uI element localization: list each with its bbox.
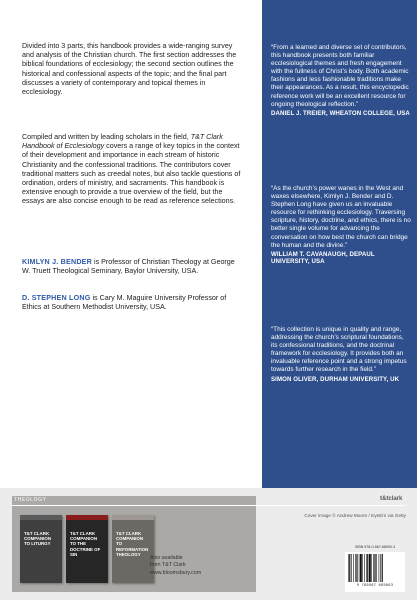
book-stripe xyxy=(20,515,62,520)
barcode-bar xyxy=(374,554,375,582)
barcode-bar xyxy=(367,554,368,582)
also-available-text: Also available from T&T Clark xyxy=(150,555,186,568)
book-cover-reformation-theology[interactable] xyxy=(112,515,154,583)
isbn-label: ISBN 978-0-567-68900-3 xyxy=(354,545,396,549)
barcode-bar xyxy=(362,554,363,582)
barcode-digits: 9 780567 689003 xyxy=(356,583,394,587)
para2-end: covers a range of key topics in the context of their development and importance in each stream of historic Christianity and the confessional traditions. The contributors cover traditional matters such as creedal notes, but also tackle questions of ordination, orders of ministry, and sacraments. This handbook is extensive enough to provide a true overview of the field, but the essays are also concise enough to be read as reference selections. xyxy=(22,142,241,206)
endorsement-cavanaugh xyxy=(271,185,411,266)
barcode-bar xyxy=(360,554,362,582)
barcode-bar xyxy=(373,554,374,582)
barcode-bar xyxy=(359,554,360,582)
book-stripe xyxy=(66,515,108,520)
book-title: T&T CLARK COMPANION TO THE DOCTRINE OF SIN xyxy=(70,531,101,557)
book-title: T&T CLARK COMPANION TO LITURGY xyxy=(24,531,51,547)
barcode-bar xyxy=(351,554,352,582)
author-name: KIMLYN J. BENDER xyxy=(22,258,92,266)
description-para-1-text: Divided into 3 parts, this handbook provides a wide-ranging survey and analysis of the Christian church. The first section addresses the biblical foundations of ecclesiology; the second section outlines the historical and confessional aspects of the topic; and the final part discusses a variety of contemporary and topical themes in ecclesiology. xyxy=(22,42,237,97)
series-label: THEOLOGY xyxy=(14,497,47,503)
publisher-logo: t&tclark xyxy=(380,496,403,502)
description-para-1 xyxy=(22,42,244,97)
cover-image-credit: Cover image © Andrew Moore / EyeEm via Getty xyxy=(304,513,406,518)
book-title: T&T CLARK COMPANION TO REFORMATION THEOLOGY xyxy=(116,531,149,557)
barcode-bar xyxy=(353,554,354,582)
author-long xyxy=(22,294,244,312)
barcode-bar xyxy=(371,554,372,582)
barcode-bar xyxy=(364,554,365,582)
para2-start: Compiled and written by leading scholars in the field, xyxy=(22,133,191,141)
barcode-bar xyxy=(366,554,367,582)
author-bender xyxy=(22,258,244,276)
author-bio: is Professor of Christian Theology at George W. Truett Theological Seminary, Baylor University, USA. xyxy=(22,258,235,276)
description-para-2 xyxy=(22,133,246,207)
author-bio: is Cary M. Maguire University Professor of Ethics at Southern Methodist University, USA. xyxy=(22,294,227,312)
book-cover-liturgy[interactable] xyxy=(20,515,62,583)
barcode-bar xyxy=(355,554,356,582)
barcode-bar xyxy=(349,554,350,582)
barcode-bars xyxy=(345,552,405,583)
quote-text: “From a learned and diverse set of contributors, this handbook presents both familiar ecclesiological themes and fresh engagement with the fullness of Christ’s body. Both academic fashions and less fashionable traditions make their appearances. As a result, this encyclopedic reference work will be an excellent resource for ongoing theological reflection.” xyxy=(271,44,409,108)
barcode xyxy=(345,552,405,592)
handbook-title: T&T Clark Handbook of Ecclesiology xyxy=(22,133,223,151)
endorsement-treier xyxy=(271,44,411,117)
author-name: D. STEPHEN LONG xyxy=(22,294,91,302)
book-cover-doctrine-of-sin[interactable] xyxy=(66,515,108,583)
website-link[interactable]: www.bloomsbury.com xyxy=(150,570,202,576)
series-divider xyxy=(12,505,405,506)
barcode-bar xyxy=(379,554,380,582)
endorsement-oliver xyxy=(271,326,411,383)
book-stripe xyxy=(112,515,154,520)
quote-source: SIMON OLIVER, DURHAM UNIVERSITY, UK xyxy=(271,375,400,383)
barcode-bar xyxy=(369,554,371,582)
quote-source: DANIEL J. TREIER, WHEATON COLLEGE, USA xyxy=(271,109,410,117)
quote-source: WILLIAM T. CAVANAUGH, DEPAUL UNIVERSITY, USA xyxy=(271,250,375,266)
quote-text: “As the church’s power wanes in the West and waxes elsewhere, Kimlyn J. Bender and D. Stephen Long have given us an invaluable resource for rethinking ecclesiology. Traversing scripture, history, doctrine, and ethics, there is no better single volume for advancing the conversation on how best the church can bridge the human and the divine.” xyxy=(271,185,411,249)
barcode-bar xyxy=(382,554,383,582)
barcode-bar xyxy=(380,554,381,582)
barcode-bar xyxy=(356,554,357,582)
quote-text: “This collection is unique in quality and range, addressing the church’s scriptural foundations, its confessional traditions, and the doctrinal framework for ecclesiology. It provides both an invaluable reference point and a strong impetus towards further research in the field.” xyxy=(271,326,407,374)
description-para-2-text xyxy=(22,133,246,207)
also-available xyxy=(150,555,201,577)
barcode-bar xyxy=(348,554,349,582)
barcode-bar xyxy=(376,554,377,582)
